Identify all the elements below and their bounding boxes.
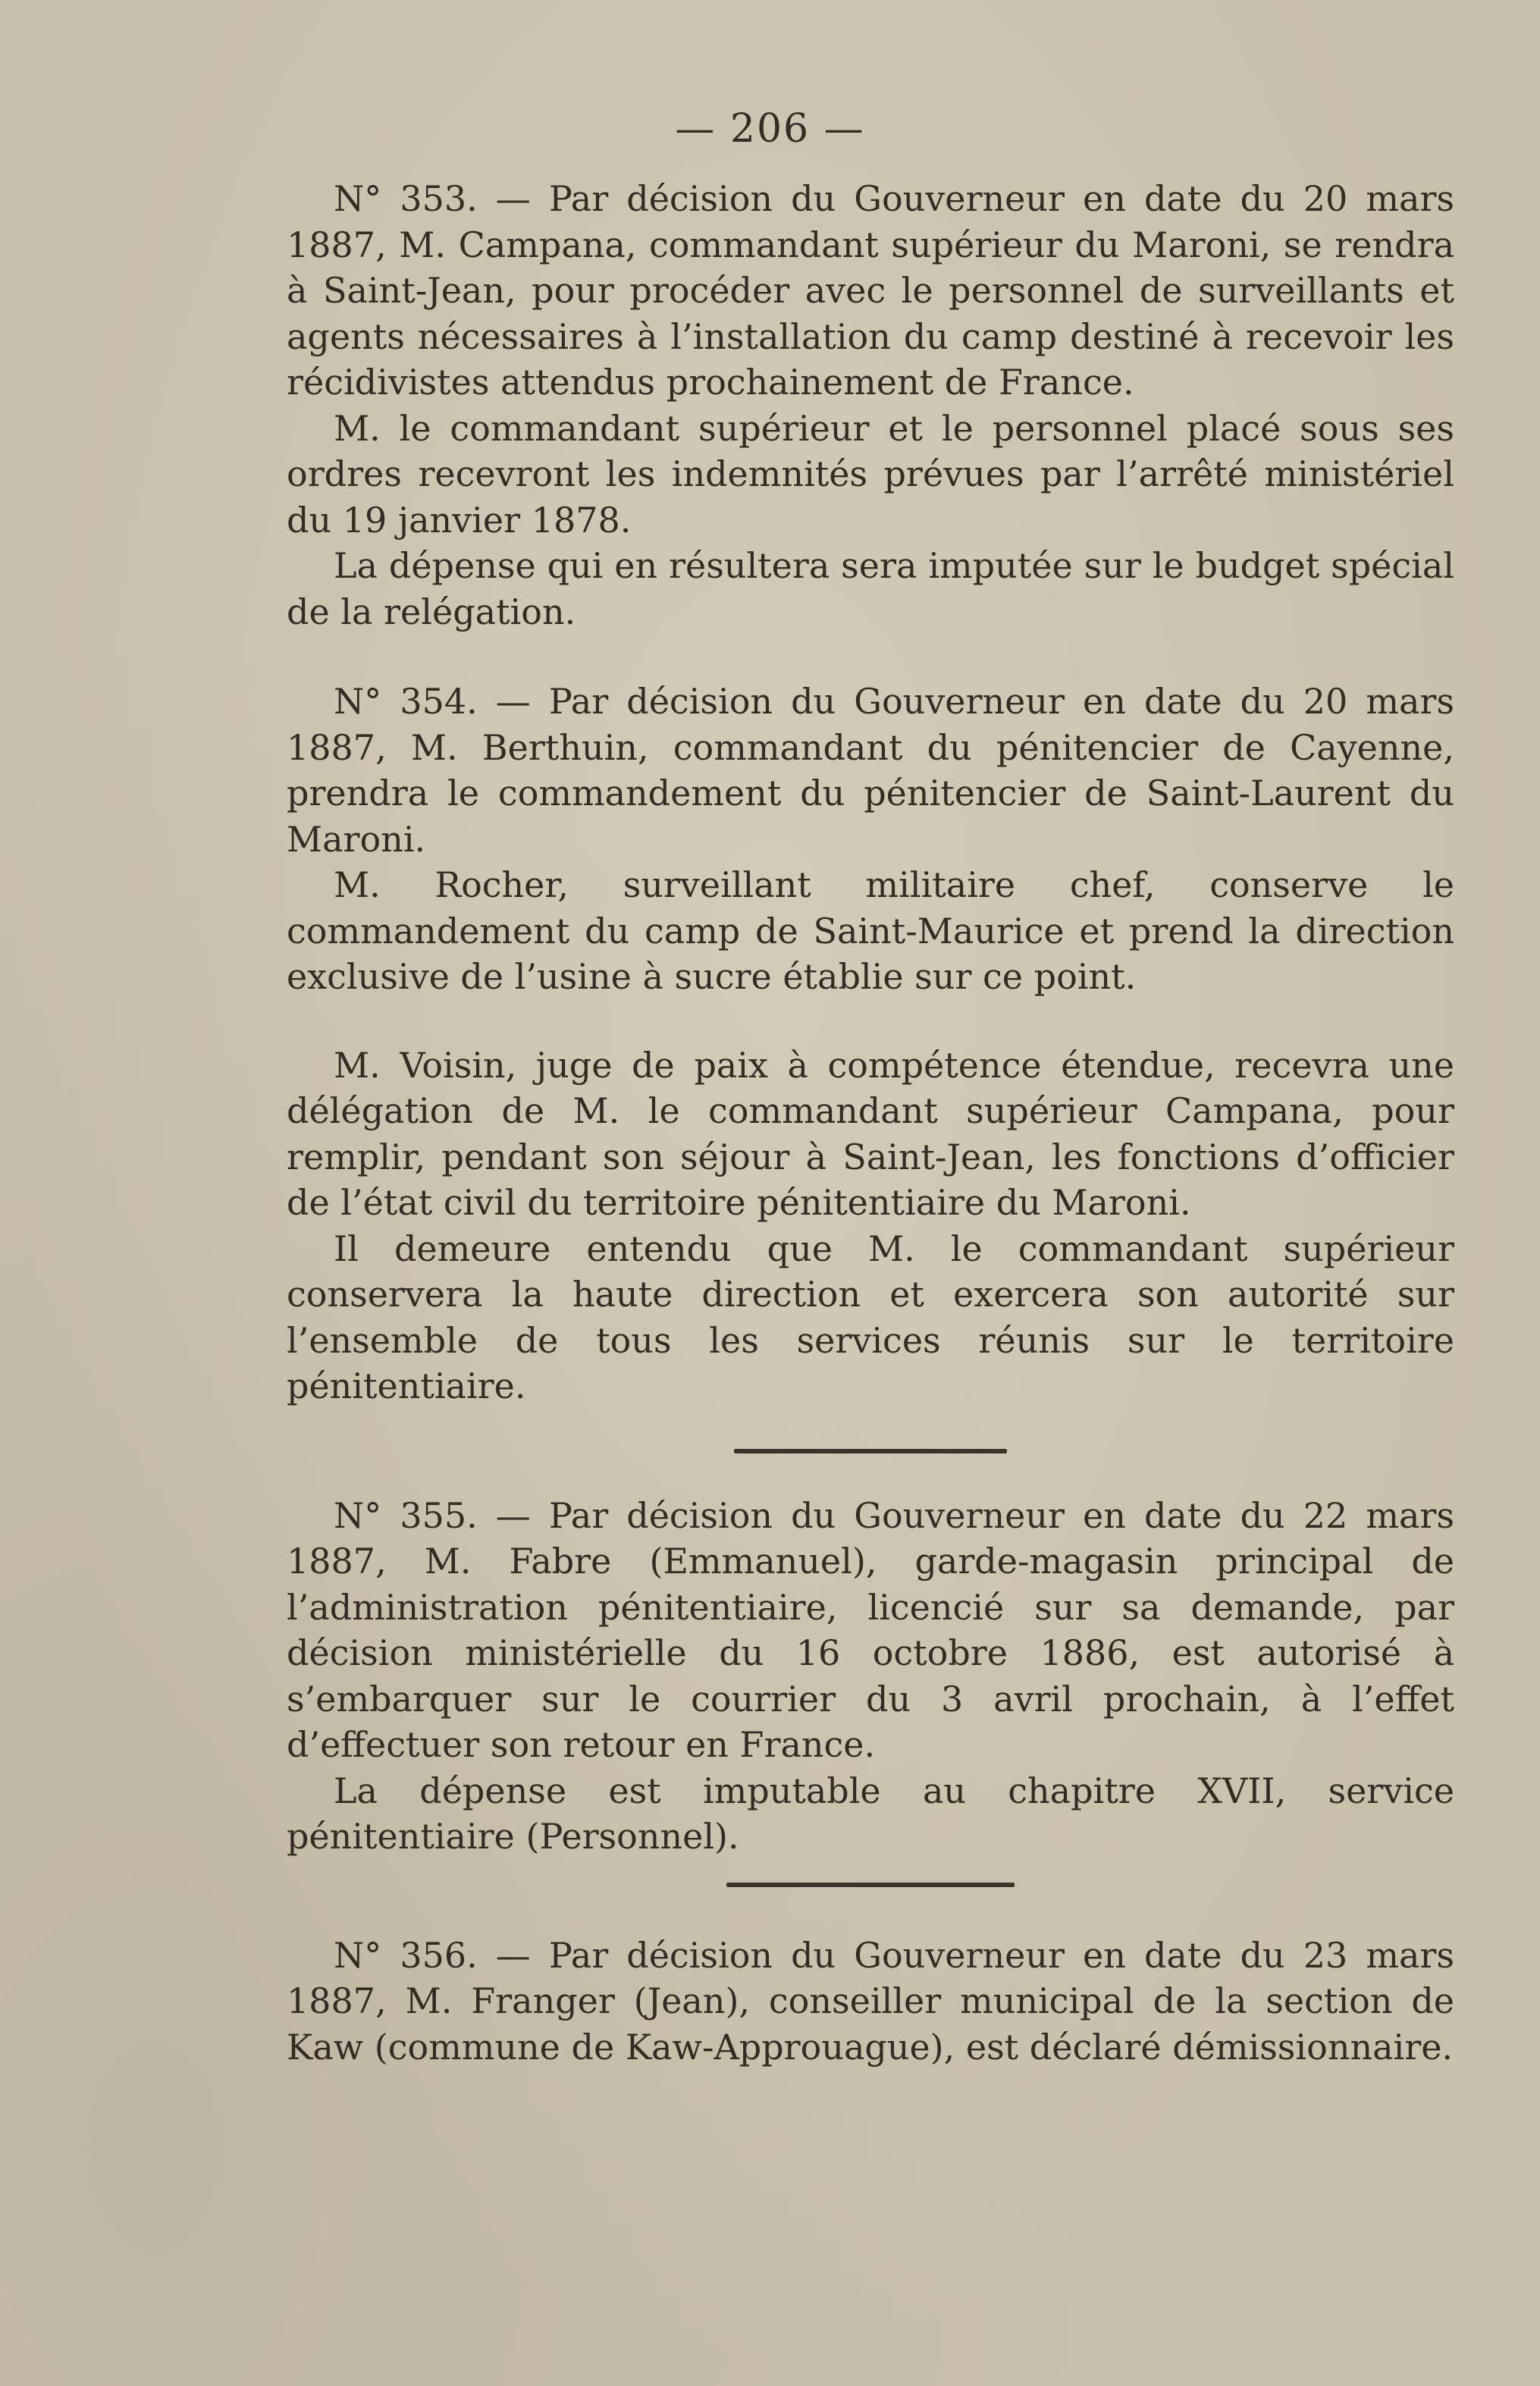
paragraph: M. Voisin, juge de paix à compétence étendue, recevra une délégation de M. le commandant supérieur Campana, pour remplir, pendant son séjour à Saint-Jean, les fonctions d’officier de l’état civil du territoire pénitentiaire du Maroni. xyxy=(287,1044,1454,1223)
section-separator xyxy=(726,1883,1015,1887)
paragraph: N° 354. — Par décision du Gouverneur en date du 20 mars 1887, M. Berthuin, commandant du pénitencier de Cayenne, prendra le commandement du pénitencier de Saint-Laurent du Maroni. xyxy=(287,681,1454,860)
page-number: — 206 — xyxy=(675,106,865,152)
paragraph: N° 355. — Par décision du Gouverneur en date du 22 mars 1887, M. Fabre (Emmanuel), garde-magasin principal de l’administration pénitentiaire, licencié sur sa demande, par décision ministérielle du 16 octobre 1886, est autorisé à s’embarquer sur le courrier du 3 avril prochain, à l’effet d’effectuer son retour en France. xyxy=(287,1494,1454,1765)
paragraph: M. Rocher, surveillant militaire chef, conserve le commandement du camp de Saint-Maurice et prend la direction exclusive de l’usine à sucre établie sur ce point. xyxy=(287,864,1454,997)
entry-355 xyxy=(287,1493,1454,1860)
entry-354 xyxy=(287,679,1454,1409)
section-separator xyxy=(734,1449,1007,1453)
text-column xyxy=(287,176,1454,2070)
paragraph: La dépense qui en résultera sera imputée sur le budget spécial de la relégation. xyxy=(287,545,1454,632)
paragraph: N° 356. — Par décision du Gouverneur en date du 23 mars 1887, M. Franger (Jean), conseiller municipal de la section de Kaw (commune de Kaw-Approuague), est déclaré démissionnaire. xyxy=(287,1934,1454,2068)
entry-356 xyxy=(287,1933,1454,2071)
paragraph: N° 353. — Par décision du Gouverneur en date du 20 mars 1887, M. Campana, commandant supérieur du Maroni, se rendra à Saint-Jean, pour procéder avec le personnel de surveillants et agents nécessaires à l’installation du camp destiné à recevoir les récidivistes attendus prochainement de France. xyxy=(287,178,1454,403)
paragraph: M. le commandant supérieur et le personnel placé sous ses ordres recevront les indemnités prévues par l’arrêté ministériel du 19 janvier 1878. xyxy=(287,407,1454,541)
paragraph-gap xyxy=(287,1000,1454,1043)
entry-353 xyxy=(287,176,1454,635)
paragraph: Il demeure entendu que M. le commandant supérieur conservera la haute direction et exercera son autorité sur l’ensemble de tous les services réunis sur le territoire pénitentiaire. xyxy=(287,1227,1454,1406)
paragraph: La dépense est imputable au chapitre XVII, service pénitentiaire (Personnel). xyxy=(287,1770,1454,1857)
